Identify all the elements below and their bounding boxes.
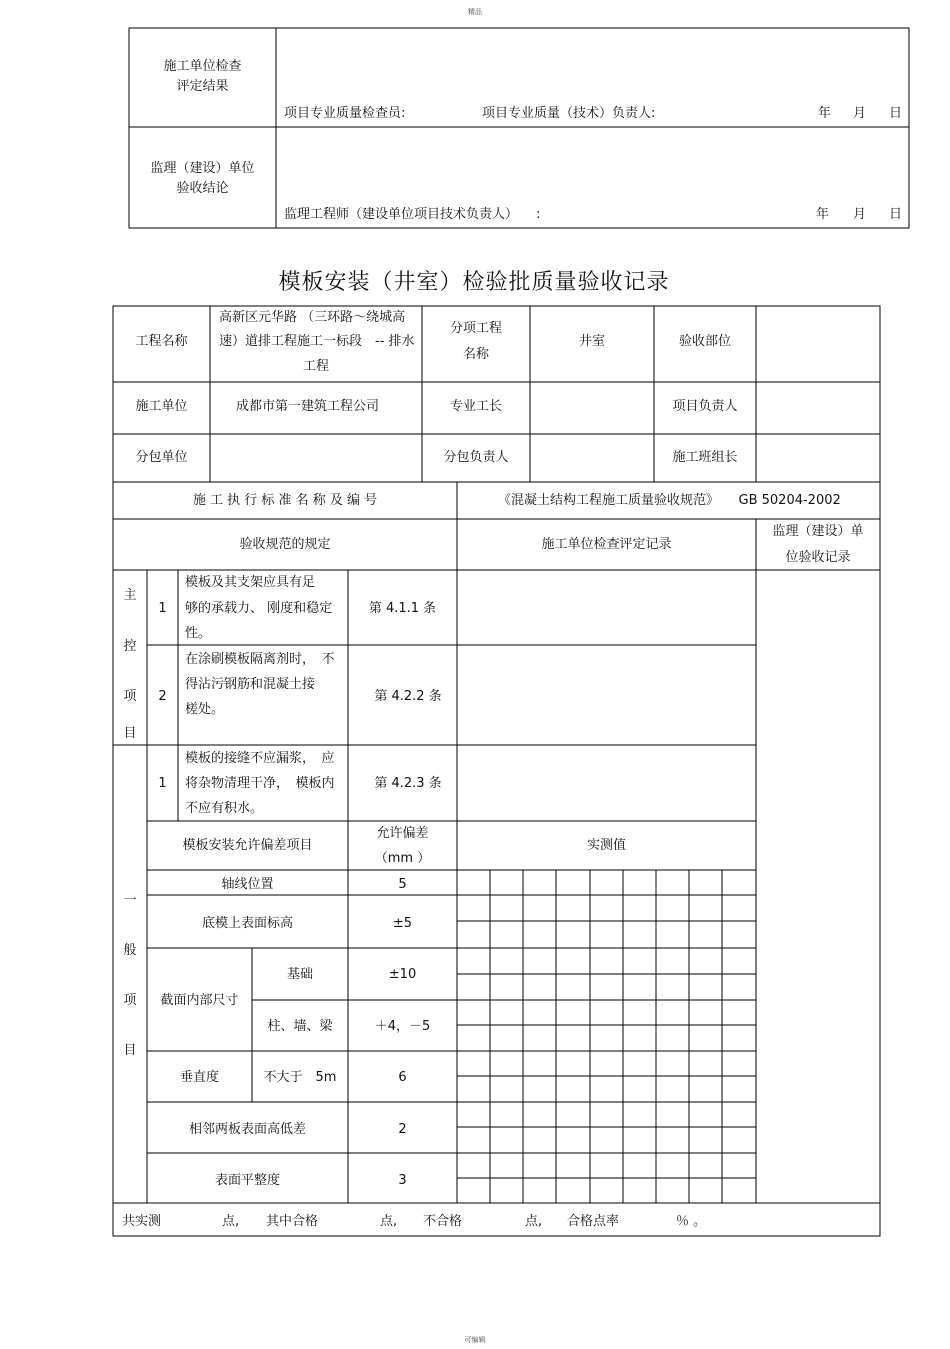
footer-mark: 可编辑 — [464, 1336, 486, 1344]
main-control-char-3: 项 — [123, 689, 137, 704]
verticality-value: 6 — [398, 1070, 407, 1085]
summary-points-3: 点, — [525, 1214, 543, 1229]
sub-project-value: 井室 — [578, 334, 605, 349]
standard-value: 《混凝土结构工程施工质量验收规范》 GB 50204-2002 — [498, 493, 841, 508]
general-item-1-clause: 第 4.2.3 条 — [374, 776, 442, 791]
record-header: 施工单位检查评定记录 — [541, 537, 672, 552]
main-item-1-line3: 性。 — [185, 626, 212, 641]
summary-points-1: 点, — [222, 1214, 240, 1229]
contractor-label: 施工单位 — [135, 399, 188, 414]
foundation-label: 基础 — [286, 967, 313, 982]
flatness-label: 表面平整度 — [214, 1173, 280, 1188]
supervision-header-2: 位验收记录 — [785, 550, 851, 565]
summary-unqualified: 不合格 — [423, 1214, 463, 1229]
foundation-value: ±10 — [388, 967, 417, 982]
contractor-value: 成都市第一建筑工程公司 — [235, 399, 379, 414]
general-char-3: 项 — [123, 993, 137, 1008]
main-item-2-line2: 得沾污钢筋和混凝土接 — [185, 677, 316, 692]
main-item-2-line1: 在涂刷模板隔离剂时， 不 — [185, 652, 335, 667]
sub-project-label-1: 分项工程 — [449, 321, 502, 336]
main-item-2-clause: 第 4.2.2 条 — [374, 689, 442, 704]
general-item-1-line1: 模板的接缝不应漏浆， 应 — [185, 751, 335, 766]
month-label: 月 — [853, 106, 867, 121]
project-name-label: 工程名称 — [135, 334, 188, 349]
main-item-1-no: 1 — [158, 601, 167, 616]
main-item-1-clause: 第 4.1.1 条 — [368, 601, 437, 616]
measured-header: 实测值 — [586, 838, 626, 853]
general-item-1-no: 1 — [158, 776, 167, 791]
year-label-2: 年 — [816, 207, 830, 222]
main-item-2-no: 2 — [158, 689, 167, 704]
deviation-header: 模板安装允许偏差项目 — [182, 838, 313, 853]
engineer-colon: : — [536, 207, 541, 222]
quality-inspector-label: 项目专业质量检查员: — [284, 106, 406, 121]
main-control-char-4: 目 — [123, 726, 137, 741]
column-wall-beam-value: ＋4，－5 — [374, 1019, 431, 1034]
main-control-char-2: 控 — [123, 639, 137, 654]
verticality-label: 垂直度 — [179, 1070, 219, 1085]
sub-project-label-2: 名称 — [462, 347, 489, 362]
sub-lead-label: 分包负责人 — [443, 450, 509, 465]
adjacent-diff-label: 相邻两板表面高低差 — [188, 1122, 306, 1137]
foreman-label: 专业工长 — [449, 399, 502, 414]
bottom-elevation-value: ±5 — [392, 916, 413, 931]
supervision-conclusion-label-2: 验收结论 — [176, 181, 229, 196]
team-lead-label: 施工班组长 — [672, 450, 738, 465]
axis-position-label: 轴线位置 — [221, 877, 274, 892]
acceptance-part-label: 验收部位 — [678, 334, 731, 349]
year-label: 年 — [818, 106, 832, 121]
project-name-line3: 工程 — [302, 359, 329, 374]
project-lead-label: 项目负责人 — [672, 399, 738, 414]
summary-percent: ％ 。 — [676, 1214, 707, 1229]
flatness-value: 3 — [398, 1173, 407, 1188]
quality-tech-lead-label: 项目专业质量（技术）负责人: — [482, 106, 656, 121]
supervising-engineer-label: 监理工程师（建设单位项目技术负责人） — [284, 207, 519, 222]
supervision-conclusion-label-1: 监理（建设）单位 — [150, 161, 255, 176]
adjacent-diff-value: 2 — [398, 1122, 407, 1137]
month-label-2: 月 — [853, 207, 867, 222]
bottom-elevation-label: 底模上表面标高 — [201, 916, 293, 931]
summary-qualified: 其中合格 — [266, 1214, 319, 1229]
allowed-header-2: （mm ） — [374, 851, 431, 866]
allowed-header-1: 允许偏差 — [376, 826, 429, 841]
main-item-1-line1: 模板及其支架应具有足 — [185, 575, 316, 590]
general-item-1-line3: 不应有积水。 — [185, 801, 264, 816]
section-size-label: 截面内部尺寸 — [160, 993, 239, 1008]
project-name-line1: 高新区元华路 （三环路～绕城高 — [219, 310, 406, 325]
spec-header: 验收规范的规定 — [239, 537, 331, 552]
main-item-1-line2: 够的承载力、 刚度和稳定 — [185, 601, 333, 616]
summary-rate: 合格点率 — [567, 1214, 620, 1229]
standard-label: 施 工 执 行 标 准 名 称 及 编 号 — [192, 493, 378, 508]
day-label: 日 — [889, 106, 903, 121]
axis-position-value: 5 — [398, 877, 407, 892]
page-title: 模板安装（井室）检验批质量验收记录 — [278, 270, 670, 295]
subcontractor-label: 分包单位 — [135, 450, 188, 465]
check-result-label-2: 评定结果 — [176, 79, 229, 94]
project-name-line2: 速）道排工程施工一标段 -- 排水 — [219, 334, 415, 349]
check-result-label-1: 施工单位检查 — [163, 59, 242, 74]
general-char-1: 一 — [123, 893, 137, 908]
main-control-char-1: 主 — [123, 588, 137, 603]
day-label-2: 日 — [889, 207, 903, 222]
general-item-1-line2: 将杂物清理干净， 模板内 — [185, 776, 335, 791]
general-char-2: 般 — [123, 943, 137, 958]
supervision-header-1: 监理（建设）单 — [772, 524, 864, 539]
summary-points-2: 点, — [380, 1214, 398, 1229]
general-char-4: 目 — [123, 1043, 137, 1058]
verticality-sub: 不大于 5m — [263, 1070, 337, 1085]
summary-total: 共实测 — [122, 1214, 162, 1229]
main-item-2-line3: 槎处。 — [185, 702, 225, 717]
header-mark: 精品 — [468, 8, 482, 16]
column-wall-beam-label: 柱、墙、梁 — [267, 1019, 333, 1034]
